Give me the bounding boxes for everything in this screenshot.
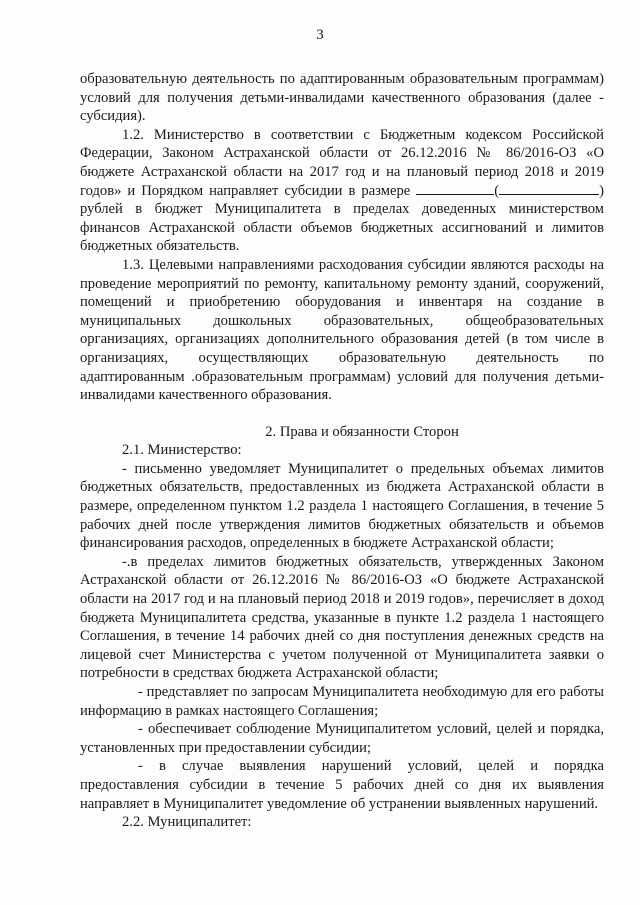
- paragraph-2-1: 2.1. Министерство:: [122, 442, 242, 459]
- amount-words-blank-field: [499, 182, 599, 195]
- paragraph-1-2-text: 1.2. Министерство в соответствии с Бюджетным кодексом Российской Федерации, Законом Астраханской области от 26.12.2016 № 86/2016-ОЗ «О бюджете Астраханской области на 2017 год и на плановый период 2018 и 2019 годов» и Порядком направляет субсидии в размере: [80, 126, 604, 199]
- list-item-transfer-funds: -.в пределах лимитов бюджетных обязательств, утвержденных Законом Астраханской области от 26.12.2016 № 86/2016-ОЗ «О бюджете Астраханской области на 2017 год и на плановый период 2018 и 2019 годов», перечисляет в доход бюджета Муниципалитета средства, указанные в пункте 1.2 раздела 1 настоящего Соглашения, в течение 14 рабочих дней со дня поступления денежных средств на лицевой счет Министерства с учетом полученной от Муниципалитета заявки о потребности в средствах бюджета Астраханской области;: [80, 553, 604, 682]
- paragraph-1-2-open-paren: (: [494, 182, 500, 199]
- page-number: 3: [316, 27, 324, 43]
- paragraph-1-2: [80, 126, 604, 256]
- list-item-notify-limits: - письменно уведомляет Муниципалитет о предельных объемах лимитов бюджетных обязательств, предоставленных из бюджета Астраханской области в размере, определенном пунктом 1.2 раздела 1 настоящего Соглашения, в течение 5 рабочих дней после утверждения лимитов бюджетных обязательств и объемов финансирования расходов, определенных в бюджете Астраханской области;: [80, 460, 604, 552]
- document-body: [80, 70, 604, 832]
- paragraph-2-2: 2.2. Муниципалитет:: [122, 814, 252, 831]
- section-heading: 2. Права и обязанности Сторон: [265, 423, 459, 440]
- paragraph-1-3: 1.3. Целевыми направлениями расходования субсидии являются расходы на проведение мероприятий по ремонту, капитальному ремонту зданий, сооружений, помещений и приобретению оборудования и инвентаря на создание в муниципальных дошкольных образовательных, общеобразовательных организациях, организациях дополнительного образования детей (в том числе в организациях, осуществляющих образовательную деятельность по адаптированным .образовательным программам) условий для получения детьми-инвалидами качественного образования.: [80, 256, 604, 404]
- list-item-violations-notice: - в случае выявления нарушений условий, целей и порядка предоставления субсидии в течение 5 рабочих дней со дня их выявления направляет в Муниципалитет уведомление об устранении выявленных нарушений.: [80, 758, 604, 812]
- paragraph-1-2-rest: ) рублей в бюджет Муниципалитета в пределах доведенных министерством финансов Астраханской области объемов бюджетных ассигнований и лимитов бюджетных обязательств.: [80, 182, 604, 255]
- list-item-provide-info: - представляет по запросам Муниципалитета необходимую для его работы информацию в рамках настоящего Соглашения;: [80, 684, 604, 719]
- paragraph-subsidy-definition: образовательную деятельность по адаптированным образовательным программам) условий для получения детьми-инвалидами качественного образования (далее - субсидия).: [80, 71, 604, 125]
- list-item-ensure-compliance: - обеспечивает соблюдение Муниципалитетом условий, целей и порядка, установленных при предоставлении субсидии;: [80, 721, 604, 756]
- amount-blank-field: [416, 182, 494, 195]
